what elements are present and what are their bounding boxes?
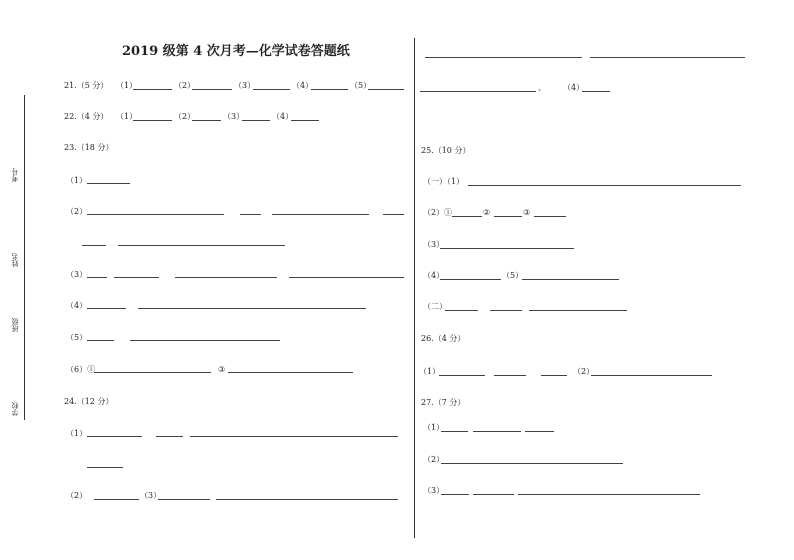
school-label: 学校: [11, 402, 19, 416]
q23-answer-6a[interactable]: [94, 372, 211, 373]
q24-answer-cont-1[interactable]: [425, 57, 582, 58]
q23-answer-5b[interactable]: [130, 340, 280, 341]
q23-label: 23.（18 分）: [64, 143, 114, 152]
q27-answer-1c[interactable]: [525, 431, 554, 432]
q27-part-1-label: （1）: [423, 423, 445, 432]
class-label: 班级: [11, 318, 19, 332]
q25-answer-2c[interactable]: [534, 216, 566, 217]
q23-answer-3b[interactable]: [114, 277, 159, 278]
q25-answer-6b[interactable]: [490, 310, 522, 311]
q23-answer-1[interactable]: [87, 183, 130, 184]
q22-answer-1[interactable]: [133, 120, 172, 121]
q22-part-4-label: （4）: [272, 112, 294, 121]
q25-part-two-label: （二）: [423, 302, 447, 311]
q24-answer-1a[interactable]: [87, 436, 142, 437]
q26-label: 26.（4 分）: [421, 334, 466, 343]
q25-answer-4[interactable]: [440, 279, 501, 280]
q26-answer-2[interactable]: [591, 375, 712, 376]
q23-answer-4b[interactable]: [138, 308, 366, 309]
q24-answer-3b[interactable]: [216, 499, 398, 500]
q26-part-2-label: （2）: [573, 367, 595, 376]
q21-label: 21.（5 分）: [64, 81, 109, 90]
q24-answer-cont-3[interactable]: [420, 91, 536, 92]
q24-part-3-label: （3）: [140, 491, 162, 500]
q22-label: 22.（4 分）: [64, 112, 109, 121]
q22-answer-4[interactable]: [291, 120, 319, 121]
q25-answer-6a[interactable]: [445, 310, 478, 311]
q27-answer-3c[interactable]: [518, 494, 700, 495]
q21-answer-2[interactable]: [192, 89, 232, 90]
page-title: 2019 级第 4 次月考—化学试卷答题纸: [122, 44, 350, 59]
q25-part-1-label: （一）（1）: [423, 177, 465, 186]
q23-answer-2d[interactable]: [383, 214, 404, 215]
q25-part-3-label: （3）: [423, 240, 445, 249]
q21-answer-1[interactable]: [133, 89, 172, 90]
q22-part-3-label: （3）: [223, 112, 245, 121]
q27-answer-3a[interactable]: [441, 494, 469, 495]
q27-answer-3b[interactable]: [473, 494, 514, 495]
name-label: 姓名: [11, 253, 19, 267]
q25-answer-5[interactable]: [522, 279, 619, 280]
q21-part-2-label: （2）: [174, 81, 196, 90]
q21-part-1-label: （1）: [116, 81, 138, 90]
q24-answer-1d[interactable]: [87, 467, 123, 468]
q23-part-6-circled-3: ③: [218, 365, 226, 374]
q23-part-5-label: （5）: [66, 333, 88, 342]
q25-part-4-label: （4）: [423, 271, 445, 280]
binding-line: [24, 95, 25, 420]
q24-label: 24.（12 分）: [64, 397, 114, 406]
q26-part-1-label: （1）: [419, 367, 441, 376]
q25-label: 25.（10 分）: [421, 146, 471, 155]
q25-answer-2a[interactable]: [452, 216, 482, 217]
q25-answer-6c[interactable]: [529, 310, 627, 311]
q25-circled-3: ③: [523, 208, 531, 217]
q24-answer-2[interactable]: [94, 499, 139, 500]
q25-circled-2: ②: [483, 208, 491, 217]
q25-answer-1[interactable]: [468, 185, 741, 186]
q22-part-2-label: （2）: [174, 112, 196, 121]
q21-answer-5[interactable]: [368, 89, 404, 90]
q23-answer-3a[interactable]: [87, 277, 107, 278]
q23-answer-4a[interactable]: [87, 308, 126, 309]
q24-part-4-label: （4）: [563, 83, 585, 92]
q26-answer-1a[interactable]: [439, 375, 485, 376]
q23-answer-2a[interactable]: [87, 214, 224, 215]
q23-answer-2b[interactable]: [240, 214, 261, 215]
q25-part-5-label: （5）: [502, 271, 524, 280]
q27-answer-1a[interactable]: [441, 431, 468, 432]
column-divider: [414, 38, 415, 538]
q23-part-2-label: （2）: [66, 207, 88, 216]
q24-part-2-label: （2）: [66, 491, 88, 500]
q27-answer-1b[interactable]: [473, 431, 521, 432]
q22-part-1-label: （1）: [116, 112, 138, 121]
q23-part-3-label: （3）: [66, 270, 88, 279]
q26-answer-1b[interactable]: [494, 375, 526, 376]
q23-part-1-label: （1）: [66, 176, 88, 185]
q24-answer-4[interactable]: [582, 91, 610, 92]
q23-answer-2e[interactable]: [82, 245, 106, 246]
q21-part-3-label: （3）: [234, 81, 256, 90]
q25-part-2-label: （2）①: [423, 208, 453, 217]
q25-answer-3[interactable]: [440, 248, 574, 249]
q24-answer-3a[interactable]: [158, 499, 210, 500]
q27-part-2-label: （2）: [423, 455, 445, 464]
q23-answer-6b[interactable]: [228, 372, 353, 373]
q24-answer-1c[interactable]: [190, 436, 398, 437]
q25-answer-2b[interactable]: [494, 216, 522, 217]
q21-answer-4[interactable]: [311, 89, 348, 90]
q27-part-3-label: （3）: [423, 486, 445, 495]
q26-answer-1c[interactable]: [541, 375, 567, 376]
q23-answer-2c[interactable]: [272, 214, 369, 215]
q23-answer-2f[interactable]: [118, 245, 285, 246]
q23-part-6-label: （6）①: [66, 365, 96, 374]
q23-part-4-label: （4）: [66, 301, 88, 310]
exam-number-label: 考号: [11, 168, 19, 182]
separator-comma: 、: [538, 83, 546, 92]
q23-answer-3c[interactable]: [175, 277, 277, 278]
q27-answer-2[interactable]: [441, 463, 623, 464]
q21-part-5-label: （5）: [350, 81, 372, 90]
q22-answer-3[interactable]: [242, 120, 270, 121]
q21-answer-3[interactable]: [253, 89, 290, 90]
q23-answer-5a[interactable]: [87, 340, 114, 341]
q24-answer-cont-2[interactable]: [590, 57, 745, 58]
q27-label: 27.（7 分）: [421, 398, 466, 407]
q23-answer-3d[interactable]: [289, 277, 404, 278]
q21-part-4-label: （4）: [292, 81, 314, 90]
q24-answer-1b[interactable]: [156, 436, 183, 437]
q24-part-1-label: （1）: [66, 429, 88, 438]
q22-answer-2[interactable]: [192, 120, 221, 121]
